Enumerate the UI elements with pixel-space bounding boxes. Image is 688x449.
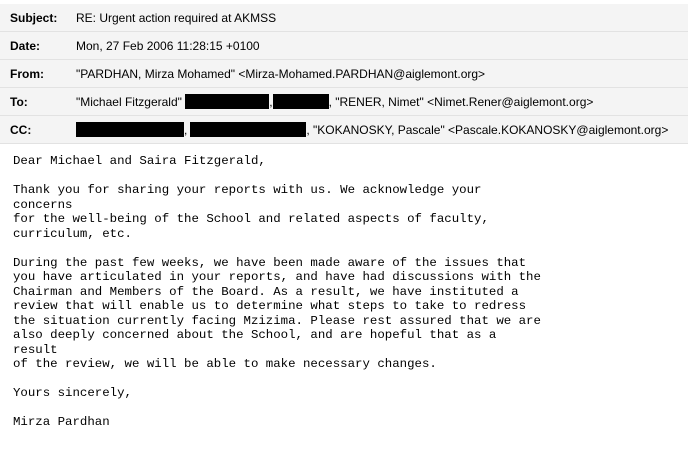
salutation: Dear Michael and Saira Fitzgerald,	[13, 154, 266, 168]
date-row	[0, 32, 688, 60]
to-value	[76, 88, 593, 116]
to-row	[0, 88, 688, 116]
cc-recipients-rest[interactable]: , "KOKANOSKY, Pascale" <Pascale.KOKANOSKY@aiglemont.org>	[306, 123, 669, 137]
subject-row	[0, 4, 688, 32]
cc-separator: ,	[184, 123, 188, 137]
to-recipients-rest[interactable]: , "RENER, Nimet" <Nimet.Rener@aiglemont.org>	[328, 95, 594, 109]
signature: Mirza Pardhan	[13, 415, 110, 429]
from-row	[0, 60, 688, 88]
paragraph-1: Thank you for sharing your reports with us. We acknowledge your concerns for the well-being of the School and related aspects of faculty, curriculum, etc.	[13, 183, 489, 241]
cc-row	[0, 116, 688, 144]
message-body	[13, 154, 541, 430]
cc-label: CC:	[10, 123, 32, 137]
redacted-block	[273, 94, 329, 109]
subject-label: Subject:	[10, 11, 58, 25]
closing: Yours sincerely,	[13, 386, 132, 400]
from-value[interactable]: "PARDHAN, Mirza Mohamed" <Mirza-Mohamed.PARDHAN@aiglemont.org>	[76, 67, 486, 81]
date-value: Mon, 27 Feb 2006 11:28:15 +0100	[76, 39, 260, 53]
date-label: Date:	[10, 39, 41, 53]
to-label: To:	[10, 95, 28, 109]
to-recipient-name[interactable]: "Michael Fitzgerald"	[76, 95, 182, 109]
redacted-block	[190, 122, 306, 137]
subject-value: RE: Urgent action required at AKMSS	[76, 11, 277, 25]
redacted-block	[185, 94, 269, 109]
redacted-block	[76, 122, 184, 137]
paragraph-2: During the past few weeks, we have been made aware of the issues that you have articulated in your reports, and have had discussions with the Chairman and Members of the Board. As a result, we have instituted a review that will enable us to determine what steps to take to redress the situation currently facing Mzizima. Please rest assured that we are also deeply concerned about the School, and are hopeful that as a result of the review, we will be able to make necessary changes.	[13, 255, 541, 371]
to-separator: ,	[269, 95, 273, 109]
cc-value	[76, 116, 668, 144]
from-label: From:	[10, 67, 44, 81]
